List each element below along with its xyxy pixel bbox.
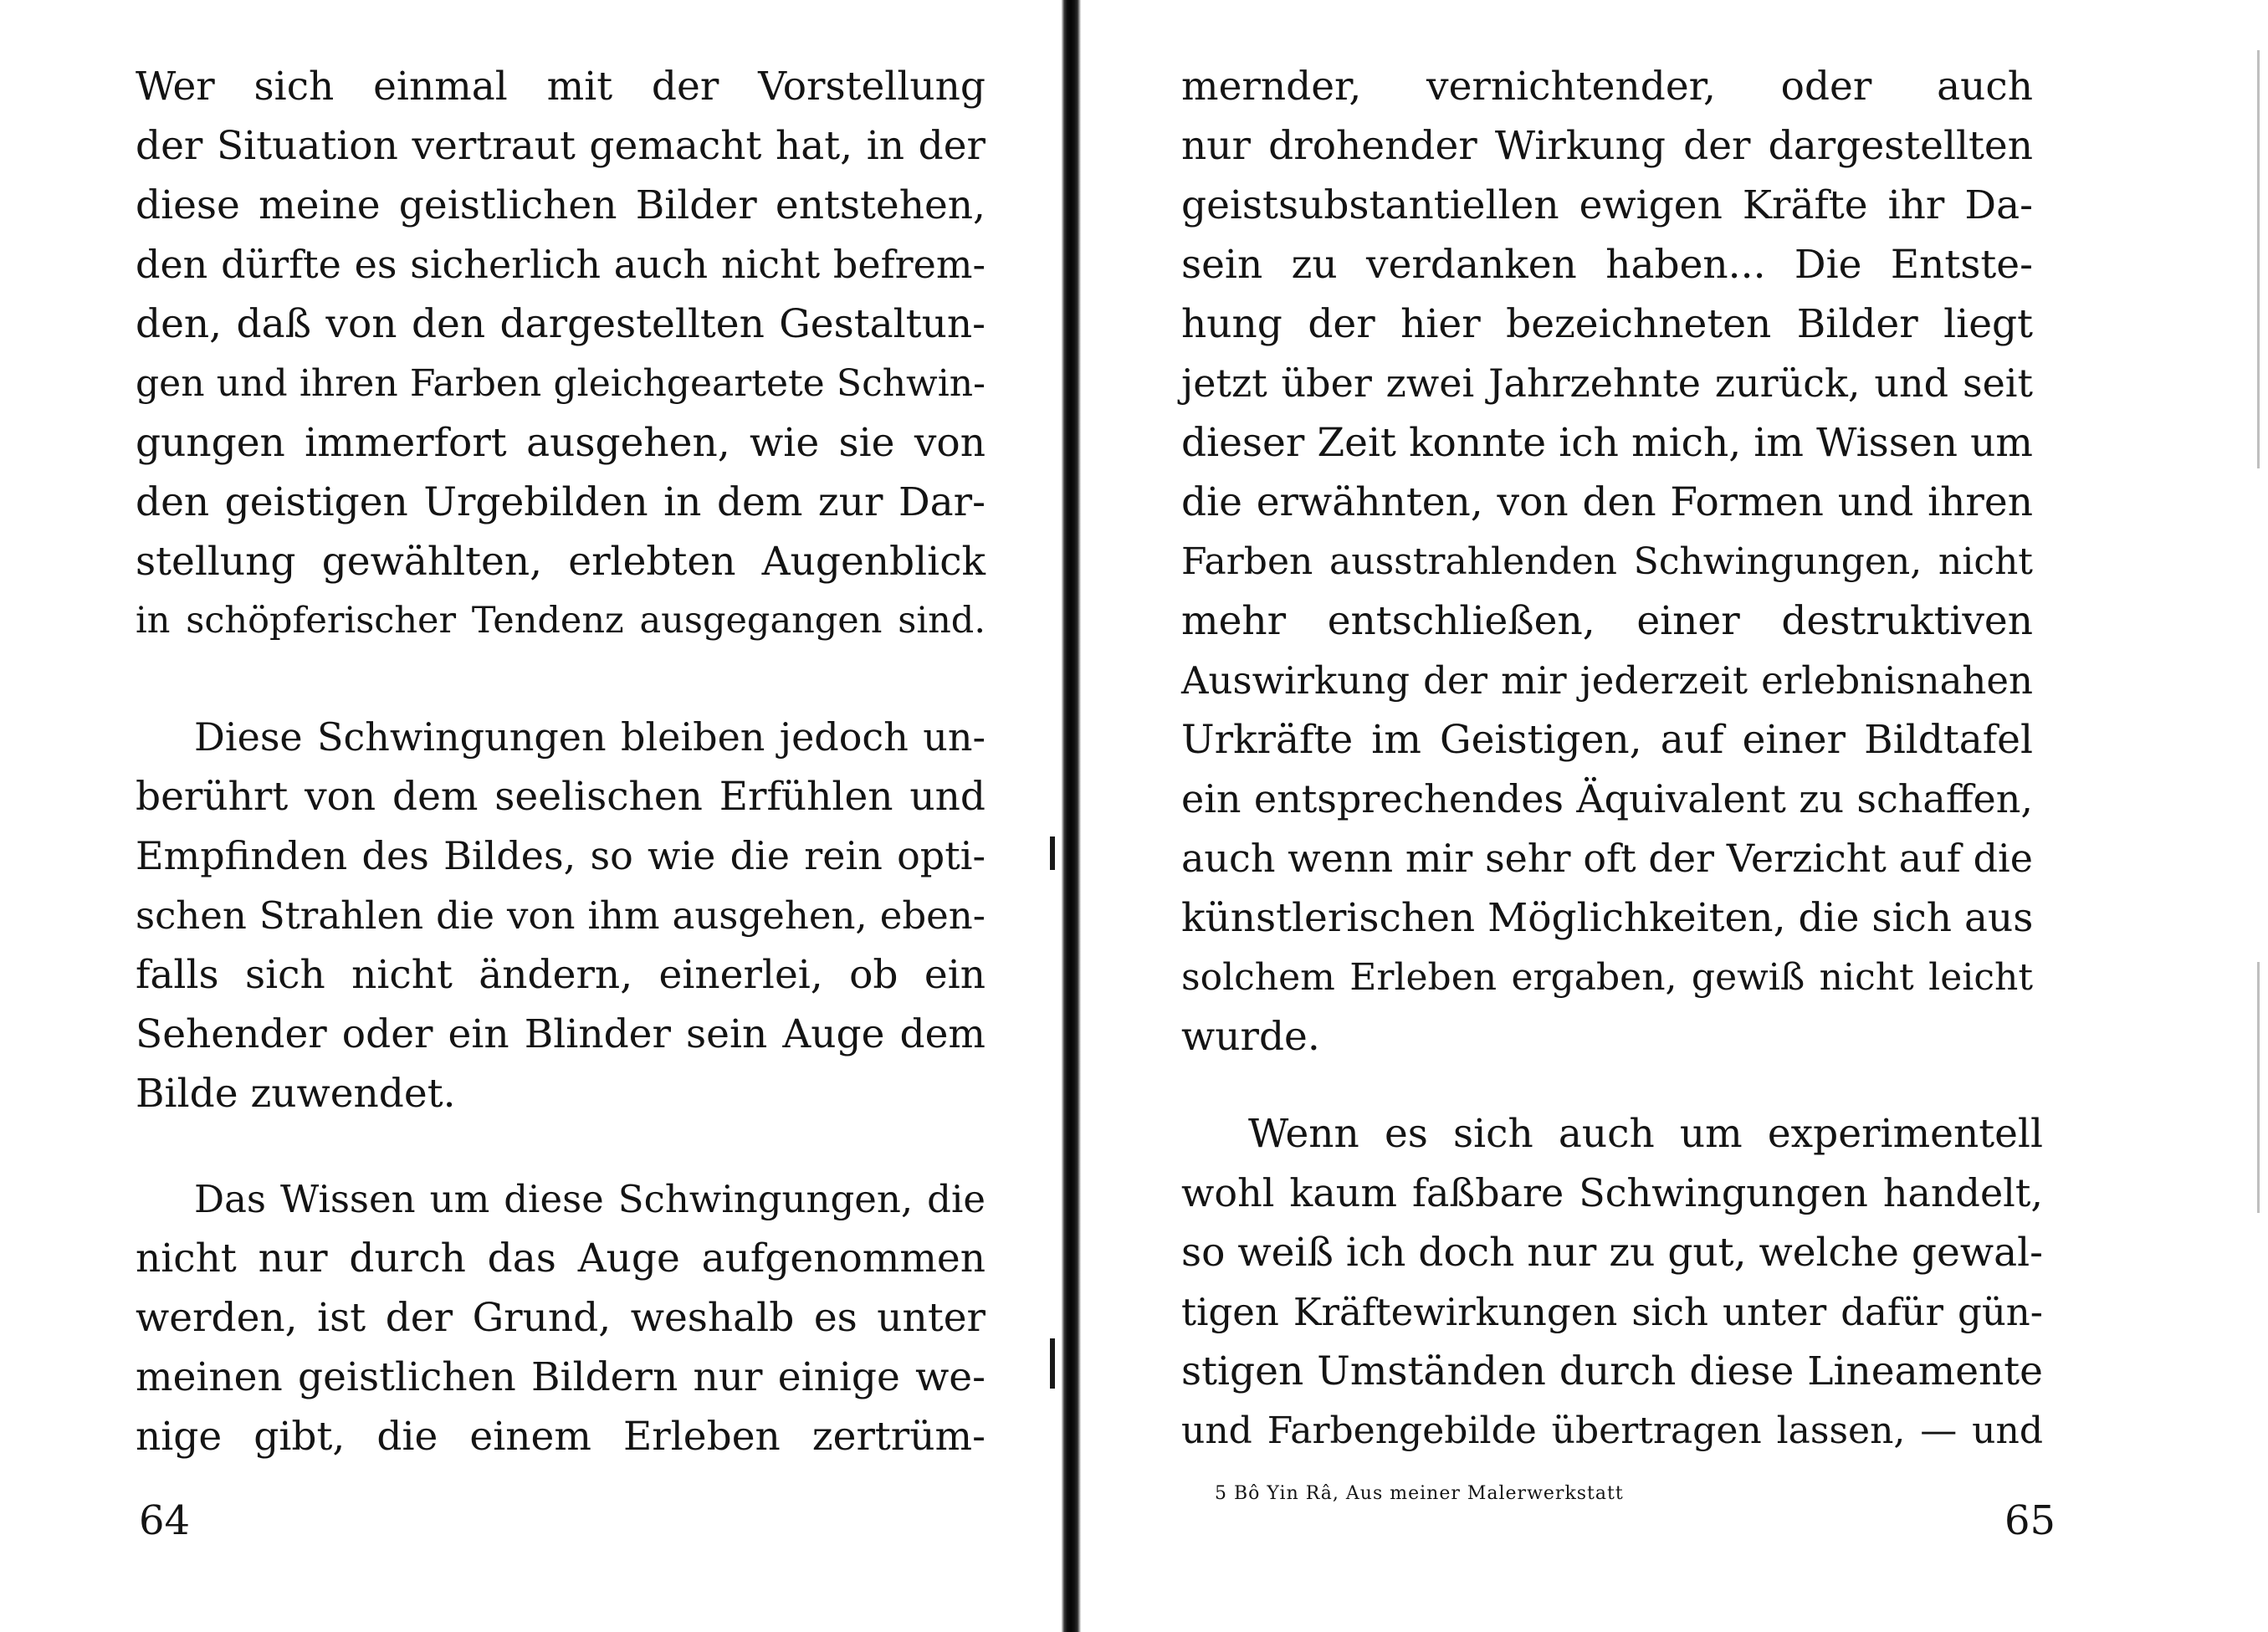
left-paragraph-2 <box>136 708 986 1123</box>
page-edge-shadow <box>2257 50 2260 468</box>
text-line: dieser Zeit konnte ich mich, im Wissen um <box>1181 420 2033 466</box>
text-line: meinen geistlichen Bildern nur einige we- <box>136 1354 986 1400</box>
text-line: stellung gewählten, erlebten Augenblick <box>136 539 986 585</box>
left-paragraph-3 <box>136 1169 986 1466</box>
text-line: nicht nur durch das Auge aufgenommen <box>136 1236 986 1282</box>
text-line: stigen Umständen durch diese Lineamente <box>1181 1348 2043 1394</box>
text-line: diese meine geistlichen Bilder entstehen, <box>136 182 986 228</box>
text-line: Auswirkung der mir jederzeit erlebnisnahen <box>1181 658 2033 703</box>
text-line: jetzt über zwei Jahrzehnte zurück, und seit <box>1181 361 2033 406</box>
page-edge-shadow <box>2257 962 2260 1213</box>
text-line: wurde. <box>1181 1014 1320 1060</box>
text-line: wohl kaum faßbare Schwingungen handelt, <box>1181 1170 2043 1215</box>
text-line: die erwähnten, von den Formen und ihren <box>1181 479 2033 525</box>
text-line: gungen immerfort ausgehen, wie sie von <box>136 420 986 466</box>
text-line: falls sich nicht ändern, einerlei, ob ein <box>136 952 986 998</box>
text-line: Bilde zuwendet. <box>136 1071 456 1117</box>
text-line: Wer sich einmal mit der Vorstellung <box>136 64 986 110</box>
text-line: mehr entschließen, einer destruktiven <box>1181 598 2033 644</box>
text-line: Diese Schwingungen bleiben jedoch un- <box>194 714 986 760</box>
text-line: Empfinden des Bildes, so wie die rein opti- <box>136 833 986 878</box>
text-line: und Farbengebilde übertragen lassen, — und <box>1181 1409 2043 1452</box>
text-line: gen und ihren Farben gleichgeartete Schwin- <box>136 362 986 405</box>
text-line: der Situation vertraut gemacht hat, in der <box>136 123 986 169</box>
text-line: solchem Erleben ergaben, gewiß nicht leicht <box>1181 956 2033 999</box>
right-paragraph-2 <box>1181 1104 2043 1461</box>
text-line: den, daß von den dargestellten Gestaltun- <box>136 301 986 347</box>
text-line: den geistigen Urgebilden in dem zur Dar- <box>136 479 986 525</box>
text-line: mernder, vernichtender, oder auch <box>1181 64 2033 110</box>
text-line: Sehender oder ein Blinder sein Auge dem <box>136 1011 986 1057</box>
text-line: berührt von dem seelischen Erfühlen und <box>136 774 986 820</box>
text-line: Wenn es sich auch um experimentell <box>1248 1111 2043 1157</box>
text-line: künstlerischen Möglichkeiten, die sich aus <box>1181 895 2034 941</box>
book-gutter <box>1056 0 1086 1632</box>
text-line: Farben ausstrahlenden Schwingungen, nicht <box>1181 540 2033 583</box>
gutter-mark <box>1050 1338 1055 1389</box>
text-line: Urkräfte im Geistigen, auf einer Bildtafel <box>1181 717 2033 763</box>
page-number-right: 65 <box>2004 1497 2056 1544</box>
text-line: nige gibt, die einem Erleben zertrüm- <box>136 1414 986 1460</box>
text-line: in schöpferischer Tendenz ausgegangen sind. <box>136 600 986 642</box>
text-line: den dürfte es sicherlich auch nicht befrem- <box>136 242 986 287</box>
text-line: Das Wissen um diese Schwingungen, die <box>194 1177 986 1221</box>
text-line: hung der hier bezeichneten Bilder liegt <box>1181 301 2033 347</box>
text-line: nur drohender Wirkung der dargestellten <box>1181 123 2033 169</box>
right-paragraph-1 <box>1181 57 2033 1067</box>
text-line: auch wenn mir sehr oft der Verzicht auf die <box>1181 836 2033 881</box>
text-line: geistsubstantiellen ewigen Kräfte ihr Da- <box>1181 182 2033 228</box>
gutter-mark <box>1050 836 1055 870</box>
text-line: sein zu verdanken haben... Die Entste- <box>1181 242 2033 288</box>
text-line: tigen Kräftewirkungen sich unter dafür gün- <box>1181 1290 2043 1334</box>
footer-signature-note: 5 Bô Yin Râ, Aus meiner Malerwerkstatt <box>1215 1483 1624 1504</box>
left-paragraph-1 <box>136 57 986 651</box>
text-line: so weiß ich doch nur zu gut, welche gewal- <box>1181 1230 2043 1276</box>
text-line: ein entsprechendes Äquivalent zu schaffen, <box>1181 776 2033 821</box>
page-number-left: 64 <box>139 1497 191 1544</box>
text-line: werden, ist der Grund, weshalb es unter <box>136 1295 986 1341</box>
text-line: schen Strahlen die von ihm ausgehen, eben- <box>136 893 986 938</box>
